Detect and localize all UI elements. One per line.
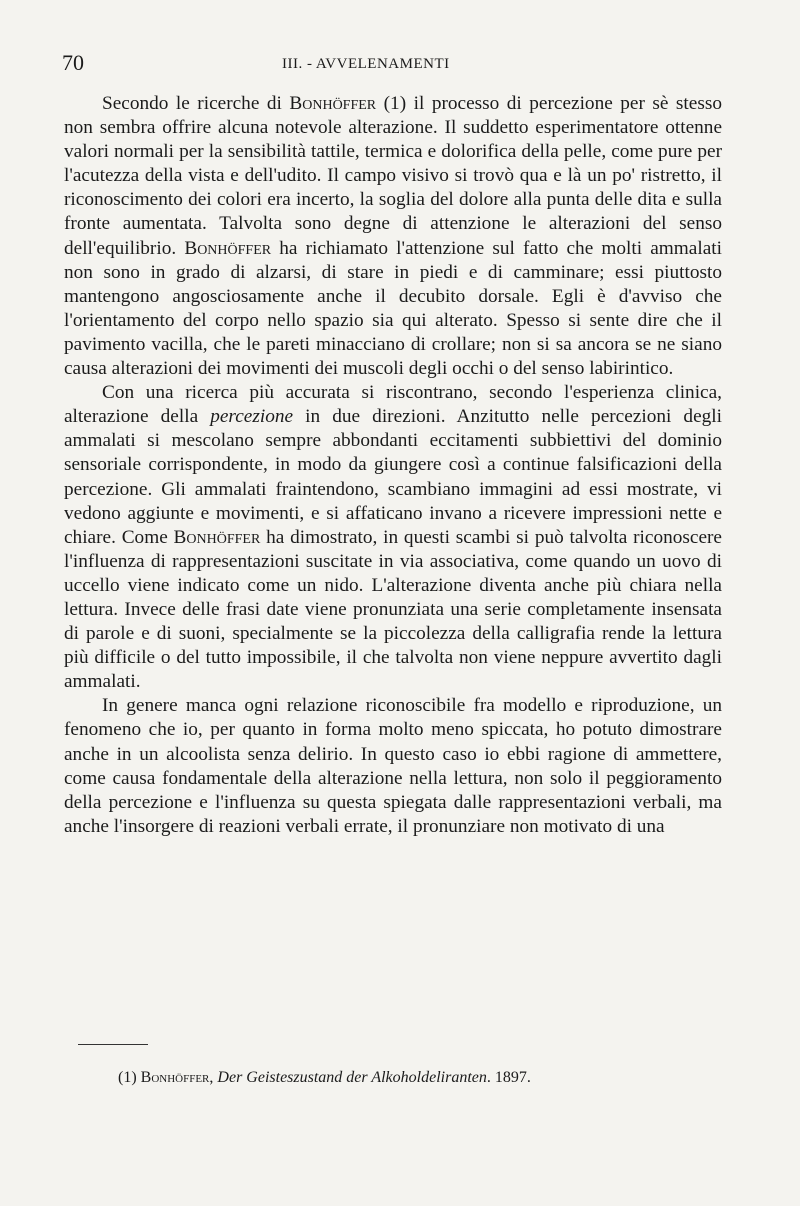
footnote-title: Der Geisteszustand der Alkoholdeliranten xyxy=(217,1069,487,1086)
running-head: III. - AVVELENAMENTI xyxy=(282,56,450,72)
emphasis: percezione xyxy=(210,406,294,428)
author-name: Bonhöffer xyxy=(289,93,377,114)
footnote-divider xyxy=(78,1044,148,1045)
body-text xyxy=(64,92,722,839)
page-number: 70 xyxy=(62,50,84,75)
author-name: Bonhöffer xyxy=(173,526,261,548)
paragraph-1: Secondo le ricerche di Bonhöffer (1) il processo di percezione per sè stesso non sembra offrire alcuna notevole alterazione. Il suddetto esperimentatore ottenne valori normali per la sensibilità tattile, termica e dolorifica della pelle, come pure per l'acutezza della vista e dell'udito. Il campo visivo si trovò qua e là un po' ristretto, il riconoscimento dei colori era incerto, la soglia del dolore alla punta delle dita e sulla fronte aumentata. Talvolta sono degne di attenzione le alterazioni del senso dell'equilibrio. Bonhöffer ha richiamato l'attenzione sul fatto che molti ammalati non sono in grado di alzarsi, di stare in piedi e di camminare; essi piuttosto mantengono angosciosamente anche il decubito dorsale. Egli è d'avviso che l'orientamento del corpo nello spazio sia qui alterato. Spesso si sente dire che il pavimento vacilla, che le pareti minacciano di crollare; non si sa ancora se ne siano causa alterazioni dei movimenti dei muscoli degli occhi o del senso labirintico. xyxy=(64,93,722,380)
page-header xyxy=(62,50,722,80)
footnote-author: Bonhöffer xyxy=(140,1069,210,1086)
paragraph-3: In genere manca ogni relazione riconoscibile fra modello e riproduzione, un fenomeno che io, per quanto in forma molto meno spiccata, ho potuto dimostrare anche in un alcoolista senza delirio. In questo caso io ebbi ragione di ammettere, come causa fondamentale della alterazione nella lettura, non solo il peggioramento della percezione e l'influenza su questa spiegata dalle rappresentazioni verbali, ma anche l'insorgere di reazioni verbali errate, il pronunziare non motivato di una xyxy=(64,695,722,837)
paragraph-2: Con una ricerca più accurata si riscontrano, secondo l'esperienza clinica, alterazione della percezione in due direzioni. Anzitutto nelle percezioni degli ammalati si mescolano sempre abbondanti eccitamenti subbiettivi del dominio sensoriale corrispondente, in modo da giungere così a continue falsificazioni della percezione. Gli ammalati fraintendono, scambiano immagini ad essi mostrate, vi vedono aggiunte e movimenti, e si affaticano invano a ricevere impressioni nette e chiare. Come Bonhöffer ha dimostrato, in questi scambi si può talvolta riconoscere l'influenza di rappresentazioni suscitate in via associativa, come quando un uovo di uccello viene indicato come un nido. L'alterazione diventa anche più chiara nella lettura. Invece delle frasi date viene pronunziata una serie completamente insensata di parole e di suoni, specialmente se la piccolezza della calligrafia rende la lettura più difficile o del tutto impossibile, il che talvolta non viene neppure avvertito dagli ammalati. xyxy=(64,382,722,693)
author-name: Bonhöffer xyxy=(184,237,272,259)
footnote: (1) Bonhöffer, Der Geisteszustand der Alkoholdeliranten. 1897. xyxy=(118,1069,531,1086)
